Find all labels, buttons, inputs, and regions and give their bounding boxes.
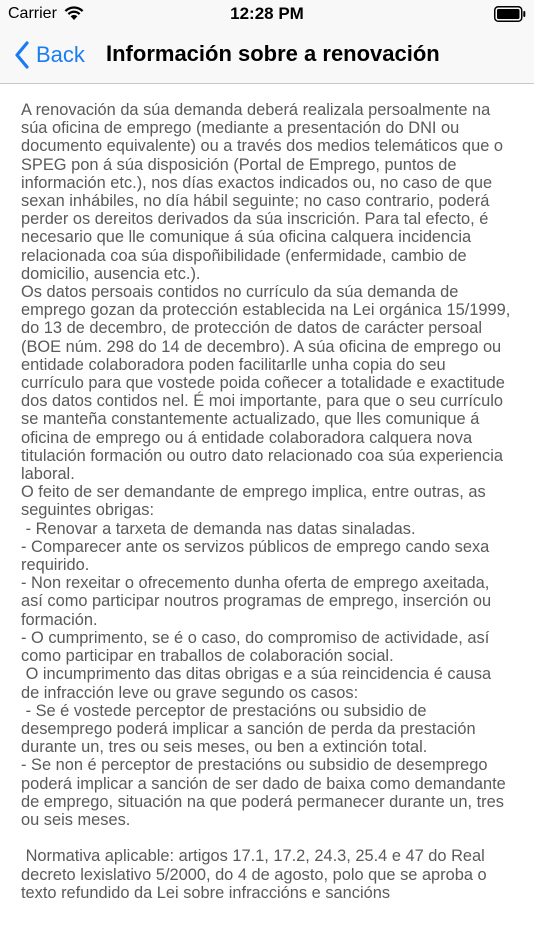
battery-icon [494, 6, 526, 22]
status-bar [0, 0, 534, 28]
renewal-info-text: A renovación da súa demanda deberá realizala persoalmente na súa oficina de emprego (mediante a presentación do DNI ou documento equivalente) ou a través dos medios telemáticos que o SPEG pon á súa disposición (Portal de Emprego, puntos de información etc.), nos días exactos indicados ou, no caso de que sexan inhábiles, no día hábil seguinte; no caso contrario, poderá perder os dereitos derivados da súa inscrición. Para tal efecto, é necesario que lle comunique á súa oficina calquera incidencia relacionada coa súa dispoñibilidade (enfermidade, cambio de domicilio, ausencia etc.). Os datos persoais contidos no currículo da súa demanda de emprego gozan da protección establecida na Lei orgánica 15/1999, do 13 de decembro, de protección de datos de carácter persoal (BOE núm. 298 do 14 de decembro). A súa oficina de emprego ou entidade colaboradora poden facilitarlle unha copia do seu currículo para que vostede poida coñecer a totalidade e exactitude dos datos contidos nel. É moi importante, para que o seu currículo se manteña constantemente actualizado, que lles comunique á oficina de emprego ou á entidade colaboradora calquera nova titulación formación ou outro dato relacionado coa súa experiencia laboral. O feito de ser demandante de emprego implica, entre outras, as seguintes obrigas: - Renovar a tarxeta de demanda nas datas sinaladas. - Comparecer ante os servizos públicos de emprego cando sexa requirido. - Non rexeitar o ofrecemento dunha oferta de emprego axeitada, así como participar noutros programas de emprego, inserción ou formación. - O cumprimento, se é o caso, do compromiso de actividade, así como participar en traballos de colaboración social. O incumprimento das ditas obrigas e a súa reincidencia é causa de infracción leve ou grave segundo os casos: - Se é vostede perceptor de prestacións ou subsidio de desemprego poderá implicar a sanción de perda da prestación durante un, tres ou seis meses, ou ben a extinción total. - Se non é perceptor de prestacións ou subsidio de desemprego poderá implicar a sanción de ser dado de baixa como demandante de emprego, situación na que poderá permanecer durante un, tres ou seis meses. Normativa aplicable: artigos 17.1, 17.2, 24.3, 25.4 e 47 do Real decreto lexislativo 5/2000, do 4 de agosto, polo que se aproba o texto refundido da Lei sobre infraccións e sancións [21, 101, 511, 902]
chevron-left-icon [14, 41, 30, 69]
page-title: Información sobre a renovación [106, 41, 440, 66]
navigation-bar [0, 28, 534, 84]
status-time: 12:28 PM [230, 4, 304, 23]
carrier-label: Carrier [8, 5, 57, 22]
back-button[interactable] [14, 38, 85, 72]
back-label: Back [36, 42, 85, 67]
